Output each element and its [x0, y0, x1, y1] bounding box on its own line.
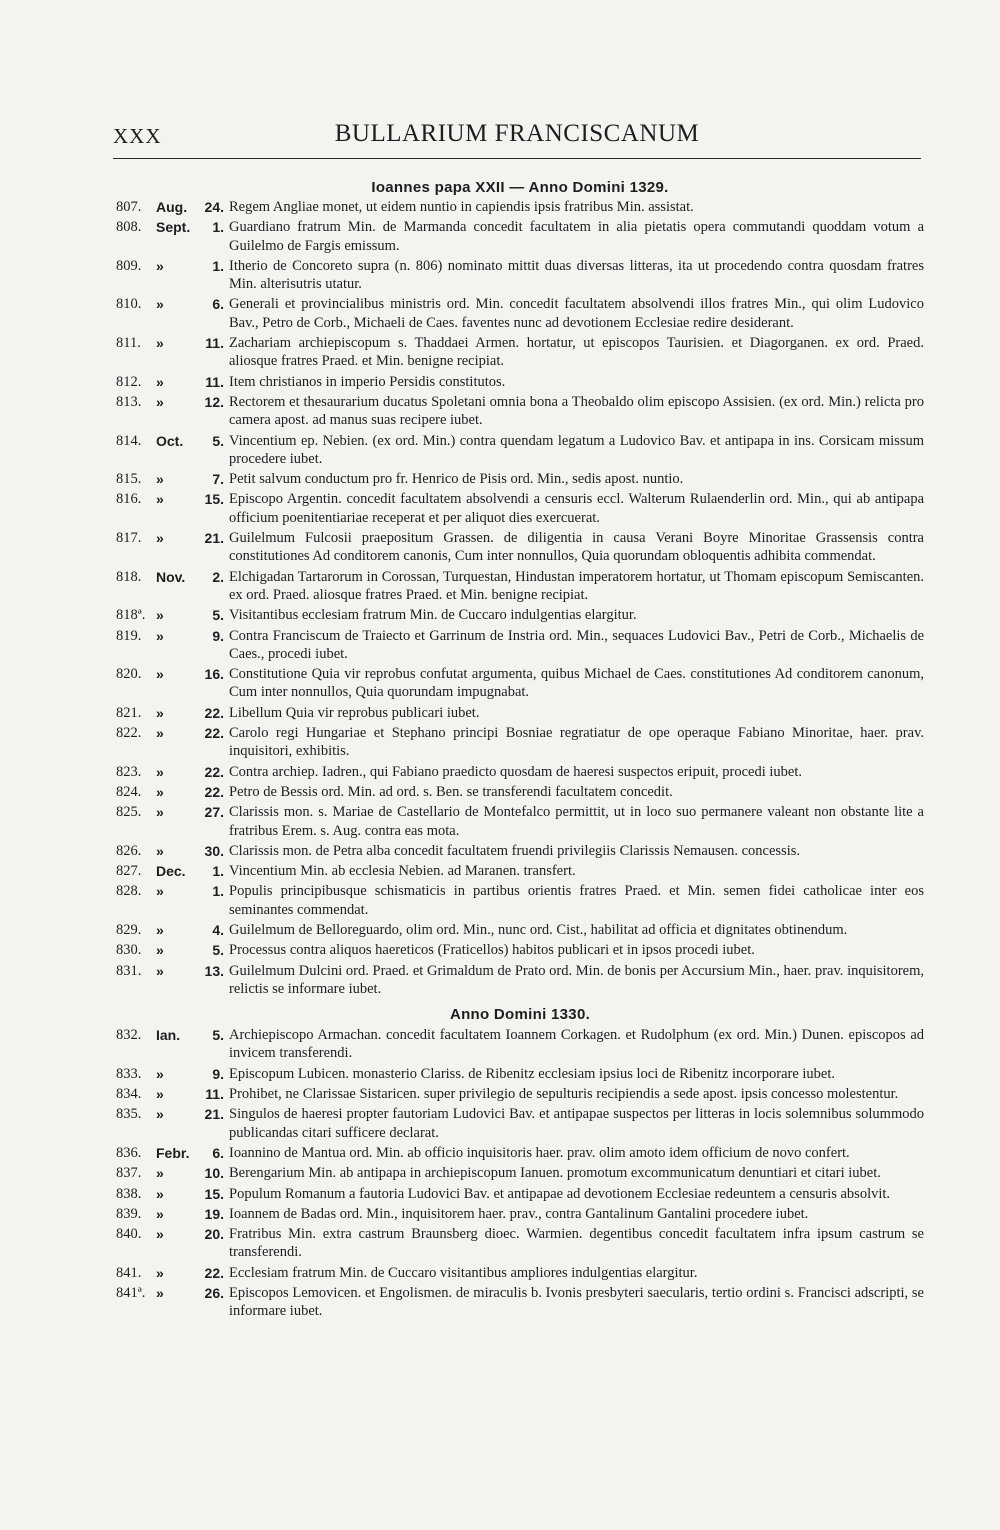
- entry-number: 818.: [116, 568, 142, 585]
- register-entry: [116, 1205, 924, 1223]
- entry-day: 21.: [204, 1106, 224, 1123]
- page-number: XXX: [113, 124, 162, 148]
- entry-day: 15.: [204, 1185, 224, 1202]
- entry-text: Clarissis mon. s. Mariae de Castellario de Montefalco permittit, ut in loco suo permanere valeant non obstante lite a fratribus Erem. s. Aug. contra eas mota.: [229, 804, 924, 839]
- entry-text: Contra Franciscum de Traiecto et Garrinum de Instria ord. Min., sequaces Ludovici Bav., Petri de Corb., Michaelis de Caes., procedi iubet.: [229, 627, 924, 662]
- register-entry: [116, 627, 924, 664]
- entry-day: 1.: [212, 883, 224, 900]
- entry-text: Vincentium Min. ab ecclesia Nebien. ad Maranen. transfert.: [229, 863, 576, 880]
- register-entry: [116, 882, 924, 919]
- entry-number: 835.: [116, 1106, 142, 1123]
- entry-month: »: [156, 1086, 164, 1103]
- entry-month: Nov.: [156, 568, 186, 585]
- register-entry: [116, 1065, 924, 1083]
- entry-number: 841ª.: [116, 1285, 146, 1302]
- entry-month: »: [156, 804, 164, 821]
- entry-month: »: [156, 725, 164, 742]
- entry-text: Populum Romanum a fautoria Ludovici Bav. et antipapae ad devotionem Ecclesiae redeuntem a censuris absolvit.: [229, 1185, 891, 1202]
- entry-day: 11.: [205, 373, 224, 390]
- entry-month: »: [156, 296, 164, 313]
- entry-number: 837.: [116, 1165, 142, 1182]
- entry-month: Febr.: [156, 1144, 190, 1161]
- entry-day: 10.: [204, 1165, 224, 1182]
- entry-month: »: [156, 1285, 164, 1302]
- entry-number: 821.: [116, 704, 142, 721]
- page-header: [113, 120, 921, 156]
- entry-number: 816.: [116, 491, 142, 508]
- register-entry: [116, 941, 924, 959]
- entry-month: »: [156, 1065, 164, 1082]
- entry-text: Ioannem de Badas ord. Min., inquisitorem haer. prav., contra Gantalinum Gantalini procedere iubet.: [229, 1205, 809, 1222]
- header-rule: [113, 158, 921, 159]
- register-entry: [116, 665, 924, 702]
- entry-month: »: [156, 335, 164, 352]
- entry-list-1329: [116, 198, 924, 998]
- entry-month: »: [156, 530, 164, 547]
- entry-number: 840.: [116, 1226, 142, 1243]
- entry-day: 1.: [212, 257, 224, 274]
- register-content: [116, 178, 924, 1321]
- register-entry: [116, 763, 924, 781]
- entry-text: Processus contra aliquos haereticos (Fraticellos) habitos publicari et in ipsos procedi iubet.: [229, 942, 755, 959]
- entry-month: »: [156, 704, 164, 721]
- entry-text: Visitantibus ecclesiam fratrum Min. de Cuccaro indulgentias elargitur.: [229, 607, 637, 624]
- entry-month: »: [156, 257, 164, 274]
- entry-month: »: [156, 607, 164, 624]
- entry-number: 810.: [116, 296, 142, 313]
- entry-day: 27.: [204, 804, 224, 821]
- entry-month: Oct.: [156, 432, 184, 449]
- entry-day: 1.: [212, 219, 224, 236]
- register-entry: [116, 921, 924, 939]
- entry-text: Guilelmum Dulcini ord. Praed. et Grimaldum de Prato ord. Min. de bonis per Accursium Min., haer. prav. inquisitorem, relictis se informare iubet.: [229, 962, 924, 997]
- register-entry: [116, 470, 924, 488]
- entry-number: 819.: [116, 627, 142, 644]
- register-entry: [116, 334, 924, 371]
- entry-number: 817.: [116, 530, 142, 547]
- register-entry: [116, 1105, 924, 1142]
- entry-day: 2.: [212, 568, 224, 585]
- register-entry: [116, 962, 924, 999]
- entry-number: 834.: [116, 1086, 142, 1103]
- entry-number: 809.: [116, 257, 142, 274]
- entry-day: 13.: [204, 962, 224, 979]
- entry-month: »: [156, 1106, 164, 1123]
- register-entry: [116, 1164, 924, 1182]
- register-entry: [116, 1225, 924, 1262]
- entry-text: Libellum Quia vir reprobus publicari iubet.: [229, 704, 480, 721]
- entry-number: 814.: [116, 432, 142, 449]
- entry-month: »: [156, 783, 164, 800]
- entry-day: 5.: [212, 942, 224, 959]
- entry-list-1330: [116, 1026, 924, 1320]
- entry-number: 828.: [116, 883, 142, 900]
- entry-month: »: [156, 1185, 164, 1202]
- entry-text: Elchigadan Tartarorum in Corossan, Turquestan, Hindustan imperatorem hortatur, ut Thomam episcopum Semiscanten. ex ord. Praed. aliosque fratres Praed. et Min. benigne recipiat.: [229, 568, 924, 603]
- entry-month: »: [156, 763, 164, 780]
- register-entry: [116, 1264, 924, 1282]
- entry-number: 833.: [116, 1065, 142, 1082]
- entry-text: Ecclesiam fratrum Min. de Cuccaro visitantibus ampliores indulgentias elargitur.: [229, 1264, 698, 1281]
- entry-number: 826.: [116, 842, 142, 859]
- entry-day: 30.: [204, 842, 224, 859]
- entry-day: 11.: [205, 1086, 224, 1103]
- entry-text: Archiepiscopo Armachan. concedit facultatem Ioannem Corkagen. et Rudolphum (ex ord. Min.) Dunen. episcopos ad invicem transferendi.: [229, 1027, 924, 1062]
- entry-month: »: [156, 1205, 164, 1222]
- entry-month: »: [156, 883, 164, 900]
- entry-day: 22.: [204, 1264, 224, 1281]
- entry-text: Itherio de Concoreto supra (n. 806) nominato mittit duas diversas litteras, ita ut procedendo contra quosdam fratres Min. alterisutris utatur.: [229, 257, 924, 293]
- entry-day: 7.: [212, 471, 224, 488]
- entry-text: Guardiano fratrum Min. de Marmanda concedit facultatem in alia pietatis opera commutandi quoddam votum a Guilelmo de Fargis emissum.: [229, 219, 924, 254]
- register-entry: [116, 1085, 924, 1103]
- entry-month: »: [156, 842, 164, 859]
- entry-text: Populis principibusque schismaticis in partibus orientis fratres Praed. et Min. semen fidei catholicae inter eos seminantes commendat.: [229, 883, 924, 918]
- entry-text: Fratribus Min. extra castrum Braunsberg dioec. Warmien. degentibus concedit facultatem infra ipsum castrum se transferendi.: [229, 1226, 924, 1261]
- entry-text: Guilelmum Fulcosii praepositum Grassen. de diligentia in causa Verani Boyre Minoritae Grassensis contra constitutiones Ad conditorem canonis, Cum inter nonnullos, Quia quorundam obloquentis adhibita commendat.: [229, 530, 924, 565]
- entry-text: Vincentium ep. Nebien. (ex ord. Min.) contra quendam legatum a Ludovico Bav. et antipapa in ins. Corsicam missum procedere iubet.: [229, 432, 924, 467]
- entry-text: Guilelmum de Belloreguardo, olim ord. Min., nunc ord. Cist., habilitat ad officia et dignitates obtinendum.: [229, 921, 848, 938]
- entry-number: 825.: [116, 804, 142, 821]
- entry-text: Episcopum Lubicen. monasterio Clariss. de Ribenitz ecclesiam ipsius loci de Ribenitz incorporare iubet.: [229, 1065, 836, 1082]
- entry-text: Singulos de haeresi propter fautoriam Ludovici Bav. et antipapae suspectos per litteras in locis solemnibus solummodo publicandas citari sufficere declarat.: [229, 1106, 924, 1141]
- running-title: BULLARIUM FRANCISCANUM: [334, 120, 700, 147]
- entry-number: 827.: [116, 863, 142, 880]
- entry-text: Berengarium Min. ab antipapa in archiepiscopum Ianuen. promotum excommunicatum denuntiari et citari iubet.: [229, 1165, 881, 1182]
- register-entry: [116, 257, 924, 294]
- entry-number: 820.: [116, 666, 142, 683]
- register-entry: [116, 218, 924, 255]
- entry-text: Regem Angliae monet, ut eidem nuntio in capiendis ipsis fratribus Min. assistat.: [229, 199, 694, 215]
- entry-number: 822.: [116, 725, 142, 742]
- entry-number: 824.: [116, 783, 142, 800]
- entry-day: 19.: [204, 1205, 224, 1222]
- entry-text: Petit salvum conductum pro fr. Henrico de Pisis ord. Min., sedis apost. nuntio.: [229, 471, 684, 488]
- entry-month: »: [156, 393, 164, 410]
- register-entry: [116, 568, 924, 605]
- register-entry: [116, 1284, 924, 1321]
- entry-day: 4.: [212, 921, 224, 938]
- register-entry: [116, 295, 924, 332]
- entry-text: Ioannino de Mantua ord. Min. ab officio inquisitoris haer. prav. olim amoto idem officium de novo confert.: [229, 1144, 850, 1161]
- entry-number: 808.: [116, 219, 142, 236]
- entry-text: Item christianos in imperio Persidis constitutos.: [229, 373, 506, 390]
- entry-day: 22.: [204, 783, 224, 800]
- entry-month: »: [156, 942, 164, 959]
- entry-day: 12.: [204, 393, 224, 410]
- entry-number: 811.: [116, 335, 141, 352]
- entry-text: Rectorem et thesaurarium ducatus Spoletani omnia bona a Theobaldo olim episcopo Assisien. (ex ord. Min.) relicta pro camera apost. ad manus suas recipere iubet.: [229, 393, 924, 429]
- entry-month: »: [156, 921, 164, 938]
- entry-number: 830.: [116, 942, 142, 959]
- entry-month: Aug.: [156, 199, 188, 215]
- entry-number: 832.: [116, 1027, 142, 1044]
- section-heading-1330: Anno Domini 1330.: [449, 1006, 591, 1024]
- entry-day: 6.: [212, 296, 224, 313]
- entry-day: 5.: [212, 1027, 224, 1044]
- entry-number: 815.: [116, 471, 142, 488]
- entry-text: Constitutione Quia vir reprobus confutat argumenta, quibus Michael de Caes. constitutiones Ad conditorem canonum, Cum inter nonnullos, Quia quorundam impugnabat.: [229, 666, 924, 701]
- register-entry: [116, 842, 924, 860]
- register-entry: [116, 724, 924, 761]
- entry-number: 839.: [116, 1205, 142, 1222]
- register-entry: [116, 1144, 924, 1162]
- entry-number: 831.: [116, 962, 142, 979]
- register-entry: [116, 198, 924, 216]
- entry-number: 818ª.: [116, 607, 146, 624]
- entry-month: »: [156, 1226, 164, 1243]
- entry-day: 22.: [204, 704, 224, 721]
- entry-month: »: [156, 962, 164, 979]
- entry-number: 823.: [116, 763, 142, 780]
- register-entry: [116, 1185, 924, 1203]
- register-entry: [116, 803, 924, 840]
- entry-day: 1.: [212, 863, 224, 880]
- entry-month: Ian.: [156, 1027, 181, 1044]
- entry-month: Dec.: [156, 863, 186, 880]
- entry-text: Carolo regi Hungariae et Stephano principi Bosniae regratiatur de ope operaque Fabiano Minoritae, haer. prav. inquisitori, exhibitis.: [229, 725, 924, 760]
- entry-month: »: [156, 471, 164, 488]
- register-entry: [116, 490, 924, 527]
- entry-text: Episcopo Argentin. concedit facultatem absolvendi a censuris eccl. Walterum Rulaenderlin ord. Min., qui ab antipapa officium poenitentiariae receperat et per aliquot dies exercuerat.: [229, 491, 924, 526]
- entry-number: 813.: [116, 393, 142, 410]
- register-entry: [116, 1026, 924, 1063]
- entry-day: 26.: [204, 1285, 224, 1302]
- entry-day: 21.: [204, 530, 224, 547]
- entry-day: 22.: [204, 725, 224, 742]
- entry-text: Clarissis mon. de Petra alba concedit facultatem fruendi privilegiis Clarissis Nemausen. concessis.: [229, 842, 800, 859]
- entry-text: Generali et provincialibus ministris ord. Min. concedit facultatem absolvendi illos fratres Min., qui olim Ludovico Bav., Petro de Corb., Michaeli de Caes. faventes nunc ad devotionem Ecclesiae redire desiderant.: [229, 296, 924, 331]
- register-entry: [116, 373, 924, 391]
- entry-month: »: [156, 491, 164, 508]
- entry-text: Contra archiep. Iadren., qui Fabiano praedicto quosdam de haeresi suspectos eripuit, procedi iubet.: [229, 763, 802, 780]
- entry-text: Zachariam archiepiscopum s. Thaddaei Armen. hortatur, ut episcopos Taurisien. et Diagorganen. ex ord. Praed. aliosque fratres Praed. et Min. benigne recipiat.: [229, 335, 924, 370]
- section-heading-1329: Ioannes papa XXII — Anno Domini 1329.: [371, 179, 669, 196]
- register-entry: [116, 432, 924, 469]
- entry-day: 9.: [212, 627, 224, 644]
- register-entry: [116, 783, 924, 801]
- entry-day: 6.: [212, 1144, 224, 1161]
- entry-number: 829.: [116, 921, 142, 938]
- register-entry: [116, 862, 924, 880]
- entry-text: Prohibet, ne Clarissae Sistaricen. super privilegio de sepulturis recipiendis a sede apost. ipsis concesso molestentur.: [229, 1086, 899, 1103]
- entry-month: »: [156, 1165, 164, 1182]
- entry-month: »: [156, 627, 164, 644]
- register-entry: [116, 393, 924, 430]
- entry-text: Episcopos Lemovicen. et Engolismen. de miraculis b. Ivonis presbyteri saecularis, tertio ordini s. Francisci adscripti, se informare iubet.: [229, 1285, 924, 1320]
- register-entry: [116, 606, 924, 624]
- entry-day: 5.: [212, 432, 224, 449]
- entry-day: 22.: [204, 763, 224, 780]
- entry-day: 15.: [204, 491, 224, 508]
- entry-number: 838.: [116, 1185, 142, 1202]
- entry-month: »: [156, 1264, 164, 1281]
- entry-month: Sept.: [156, 219, 191, 236]
- entry-number: 836.: [116, 1144, 142, 1161]
- entry-number: 807.: [116, 199, 142, 215]
- entry-text: Petro de Bessis ord. Min. ad ord. s. Ben. se transferendi facultatem concedit.: [229, 783, 673, 800]
- entry-month: »: [156, 666, 164, 683]
- entry-day: 9.: [212, 1065, 224, 1082]
- entry-day: 20.: [204, 1226, 224, 1243]
- entry-number: 812.: [116, 373, 142, 390]
- entry-day: 16.: [204, 666, 224, 683]
- register-entry: [116, 529, 924, 566]
- entry-day: 11.: [205, 335, 224, 352]
- register-entry: [116, 704, 924, 722]
- entry-day: 24.: [204, 199, 224, 215]
- entry-month: »: [156, 373, 164, 390]
- entry-number: 841.: [116, 1264, 142, 1281]
- entry-day: 5.: [212, 607, 224, 624]
